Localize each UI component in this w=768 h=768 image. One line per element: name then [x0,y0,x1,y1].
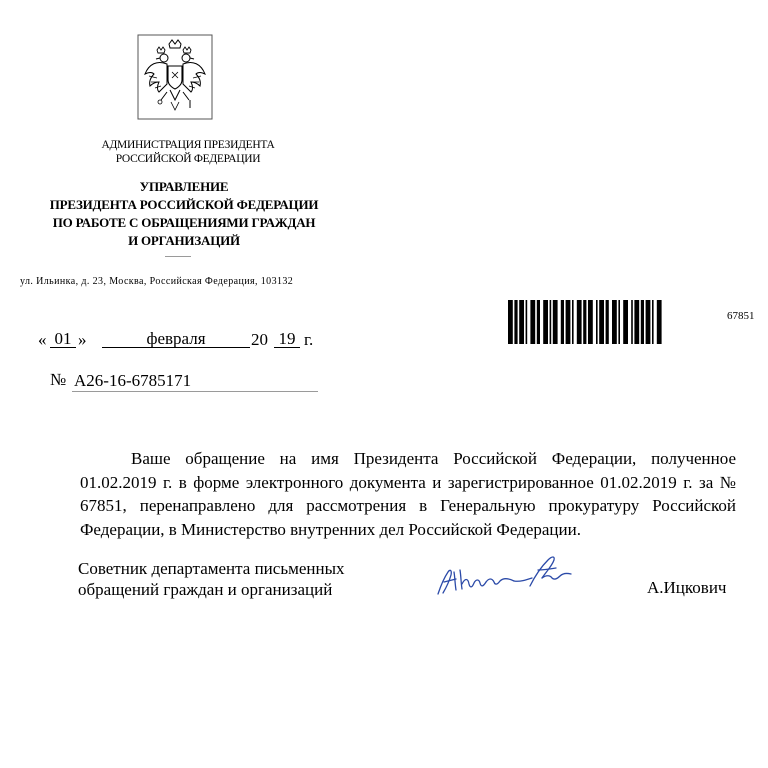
barcode-bar [641,300,644,344]
position-line-1: Советник департамента письменных [78,559,345,578]
barcode [508,300,710,344]
address-line: ул. Ильинка, д. 23, Москва, Российская Федерация, 103132 [20,276,294,287]
barcode-bar [657,300,662,344]
barcode-bar [631,300,633,344]
date-day: 01 [50,330,76,348]
barcode-number: 67851 [727,310,755,322]
barcode-bar [572,300,574,344]
barcode-bar [566,300,571,344]
handwritten-signature [434,548,576,600]
barcode-bar [550,300,552,344]
barcode-bar [618,300,620,344]
barcode-bar [508,300,513,344]
date-close-quote: » [78,330,87,349]
dept-line-1: УПРАВЛЕНИЕ [139,179,229,194]
letter-body: Ваше обращение на имя Президента Российской Федерации, полученное 01.02.2019 г. в форме электронного документа и зарегистрированное 01.02.2019 г. за № 67851, перенаправлено для рассмотрения в Генеральную прокуратуру Российской Федерации, в Министерство внутренних дел Российской Федерации. [80,449,736,539]
barcode-bar [612,300,617,344]
barcode-bar [623,300,628,344]
barcode-bar [606,300,609,344]
barcode-bar [561,300,564,344]
barcode-bar [646,300,651,344]
administration-heading [52,138,324,166]
date-year: 19 [274,330,300,348]
barcode-bar [599,300,604,344]
admin-line-1: АДМИНИСТРАЦИЯ ПРЕЗИДЕНТА [101,139,275,151]
barcode-bar [537,300,540,344]
barcode-bar [553,300,558,344]
barcode-bar [634,300,639,344]
barcode-bar [519,300,524,344]
barcode-bar [652,300,654,344]
barcode-bar [583,300,586,344]
barcode-bar [577,300,582,344]
registration-number-line [50,370,192,390]
barcode-bar [596,300,598,344]
signatory-name: А.Ицкович [647,578,727,597]
coat-of-arms-icon [137,34,213,120]
barcode-bar [530,300,535,344]
barcode-bar [514,300,517,344]
admin-line-2: РОССИЙСКОЙ ФЕДЕРАЦИИ [115,153,261,165]
position-line-2: обращений граждан и организаций [78,580,333,599]
barcode-bar [588,300,593,344]
number-prefix: № [50,370,67,389]
signatory-position [78,558,345,600]
dept-line-3: ПО РАБОТЕ С ОБРАЩЕНИЯМИ ГРАЖДАН [52,215,316,230]
registration-number: А26-16-6785171 [72,370,318,392]
date-suffix: г. [304,330,314,349]
barcode-bar [543,300,548,344]
date-month: февраля [102,330,250,348]
barcode-bar [526,300,528,344]
dept-line-2: ПРЕЗИДЕНТА РОССИЙСКОЙ ФЕДЕРАЦИИ [49,197,319,212]
date-open-quote: « [38,330,47,349]
header-divider [165,256,191,257]
date-century: 20 [251,330,268,349]
department-heading [24,178,344,250]
dept-line-4: И ОРГАНИЗАЦИЙ [128,233,240,248]
